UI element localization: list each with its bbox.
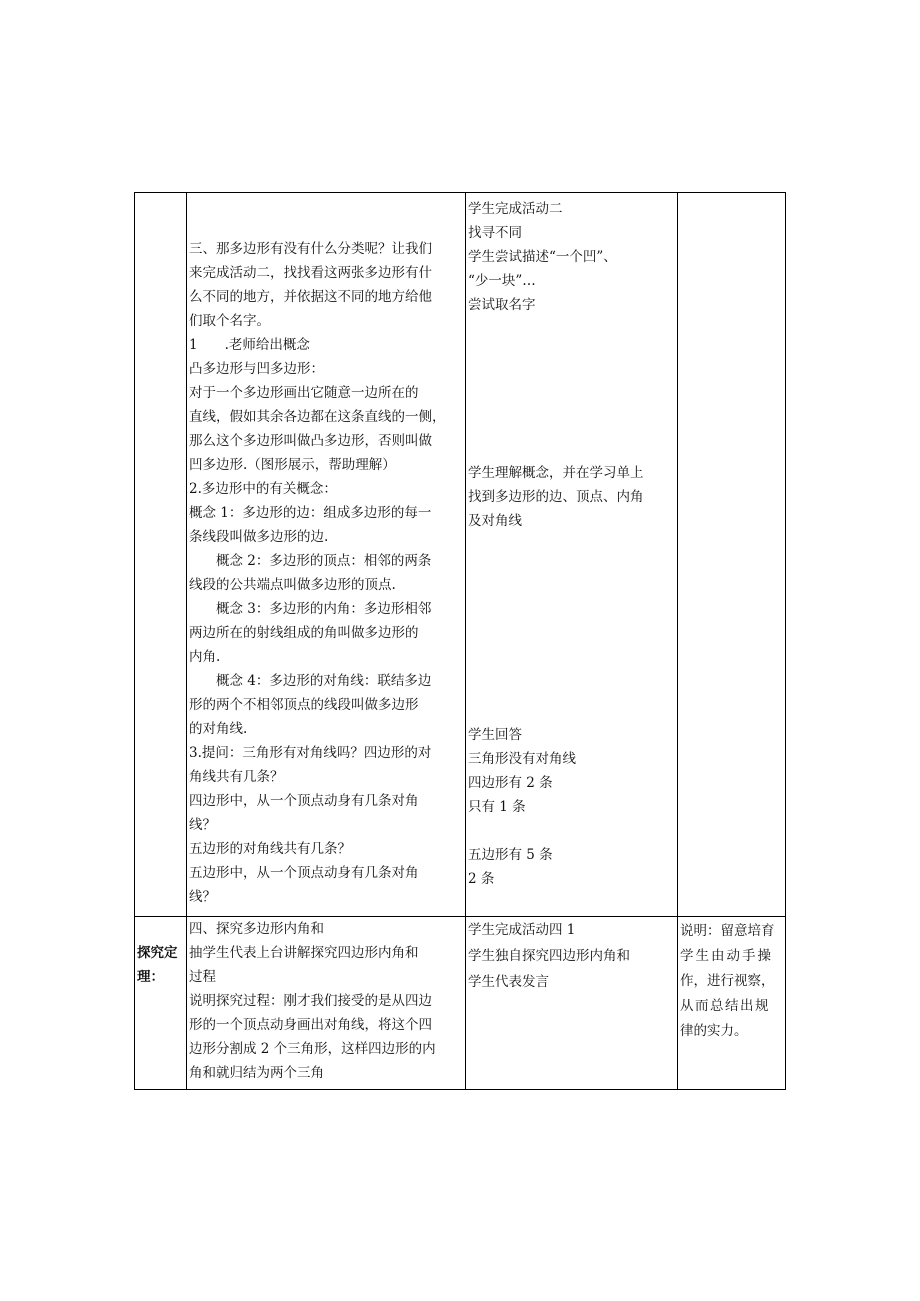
text-line: 么不同的地方，并依据这不同的地方给他 <box>189 289 432 305</box>
text-line: 边形分割成 2 个三角形，这样四边形的内 <box>189 1041 436 1057</box>
student-activity-group-1 <box>468 197 676 317</box>
student-activity-group-2 <box>468 461 676 533</box>
column-divider-3 <box>677 193 678 1089</box>
text-line: 凹多边形.（图形展示，帮助理解） <box>189 457 396 473</box>
student-activity-group-4 <box>468 843 676 891</box>
text-line: “少一块”… <box>468 273 536 289</box>
text-line: 抽学生代表上台讲解探究四边形内角和 <box>189 945 419 961</box>
text-line: 形的两个不相邻顶点的线段叫做多边形 <box>189 697 419 713</box>
text-line: 四边形有 2 条 <box>468 775 553 791</box>
text-line: 条线段叫做多边形的边. <box>189 529 329 545</box>
section-label <box>137 941 185 989</box>
text-line: 概念 1：多边形的边：组成多边形的每一 <box>189 505 432 521</box>
text-line: 学生完成活动四 1 <box>468 922 576 938</box>
text-line: 概念 4：多边形的对角线：联结多边 <box>189 673 432 689</box>
text-line: 五边形有 5 条 <box>468 847 553 863</box>
text-line: 概念 3：多边形的内角：多边形相邻 <box>189 601 432 617</box>
text-line: 学生代表发言 <box>468 974 549 990</box>
activity-text-col <box>189 237 465 909</box>
text-line: 理： <box>137 969 164 985</box>
text-line: 学生尝试描述“一个凹”、 <box>468 249 617 265</box>
text-line: 凸多边形与凹多边形： <box>189 361 324 377</box>
text-line: 三角形没有对角线 <box>468 751 576 767</box>
text-line: 概念 2：多边形的顶点：相邻的两条 <box>189 553 432 569</box>
text-line: 说明：留意培育 <box>680 923 775 939</box>
activity-text-col-row2 <box>189 917 465 1085</box>
text-line: 内角. <box>189 649 221 665</box>
student-activity-row2 <box>468 917 676 995</box>
text-line: 们取个名字。 <box>189 313 270 329</box>
text-line: 三、那多边形有没有什么分类呢？让我们 <box>189 241 432 257</box>
column-divider-2 <box>465 193 466 1089</box>
student-activity-group-3 <box>468 723 676 819</box>
text-line: 那么这个多边形叫做凸多边形，否则叫做 <box>189 433 432 449</box>
text-line: 对于一个多边形画出它随意一边所在的 <box>189 385 419 401</box>
text-line: 直线，假如其余各边都在这条直线的一侧， <box>189 409 446 425</box>
text-line: 探究定 <box>137 945 178 961</box>
text-line: 四边形中，从一个顶点动身有几条对角 <box>189 793 419 809</box>
text-line: 作，进行视察， <box>680 973 775 989</box>
text-line: 角线共有几条？ <box>189 769 284 785</box>
text-line: 线段的公共端点叫做多边形的顶点. <box>189 577 396 593</box>
text-line: 只有 1 条 <box>468 799 526 815</box>
text-line: 及对角线 <box>468 513 522 529</box>
text-line: 说明探究过程：刚才我们接受的是从四边 <box>189 993 432 1009</box>
text-line: 五边形的对角线共有几条？ <box>189 841 351 857</box>
design-note <box>680 919 785 1044</box>
text-line: 3.提问：三角形有对角线吗？四边形的对 <box>189 745 432 761</box>
text-line: 的对角线. <box>189 721 248 737</box>
text-line: 尝试取名字 <box>468 297 536 313</box>
lesson-table <box>134 192 786 1090</box>
text-line: 形的一个顶点动身画出对角线，将这个四 <box>189 1017 432 1033</box>
text-line: 学生回答 <box>468 727 522 743</box>
text-line: 线？ <box>189 889 216 905</box>
column-divider-1 <box>186 193 187 1089</box>
text-line: 学生由动手操 <box>680 948 773 964</box>
text-line: 五边形中，从一个顶点动身有几条对角 <box>189 865 419 881</box>
text-line: 学生完成活动二 <box>468 201 563 217</box>
text-line: 学生理解概念，并在学习单上 <box>468 465 644 481</box>
text-line: 角和就归结为两个三角 <box>189 1065 324 1081</box>
text-line: 线？ <box>189 817 216 833</box>
text-line: 律的实力。 <box>680 1023 748 1039</box>
text-line: 2.多边形中的有关概念： <box>189 481 337 497</box>
text-line: 1 .老师给出概念 <box>189 337 310 353</box>
text-line: 找寻不同 <box>468 225 522 241</box>
text-line: 找到多边形的边、顶点、内角 <box>468 489 644 505</box>
text-line: 四、探究多边形内角和 <box>189 921 324 937</box>
text-line: 两边所在的射线组成的角叫做多边形的 <box>189 625 419 641</box>
text-line: 2 条 <box>468 871 495 887</box>
text-line: 学生独自探究四边形内角和 <box>468 948 630 964</box>
text-line: 来完成活动二，找找看这两张多边形有什 <box>189 265 432 281</box>
text-line: 过程 <box>189 969 216 985</box>
text-line: 从而总结出规 <box>680 998 770 1014</box>
